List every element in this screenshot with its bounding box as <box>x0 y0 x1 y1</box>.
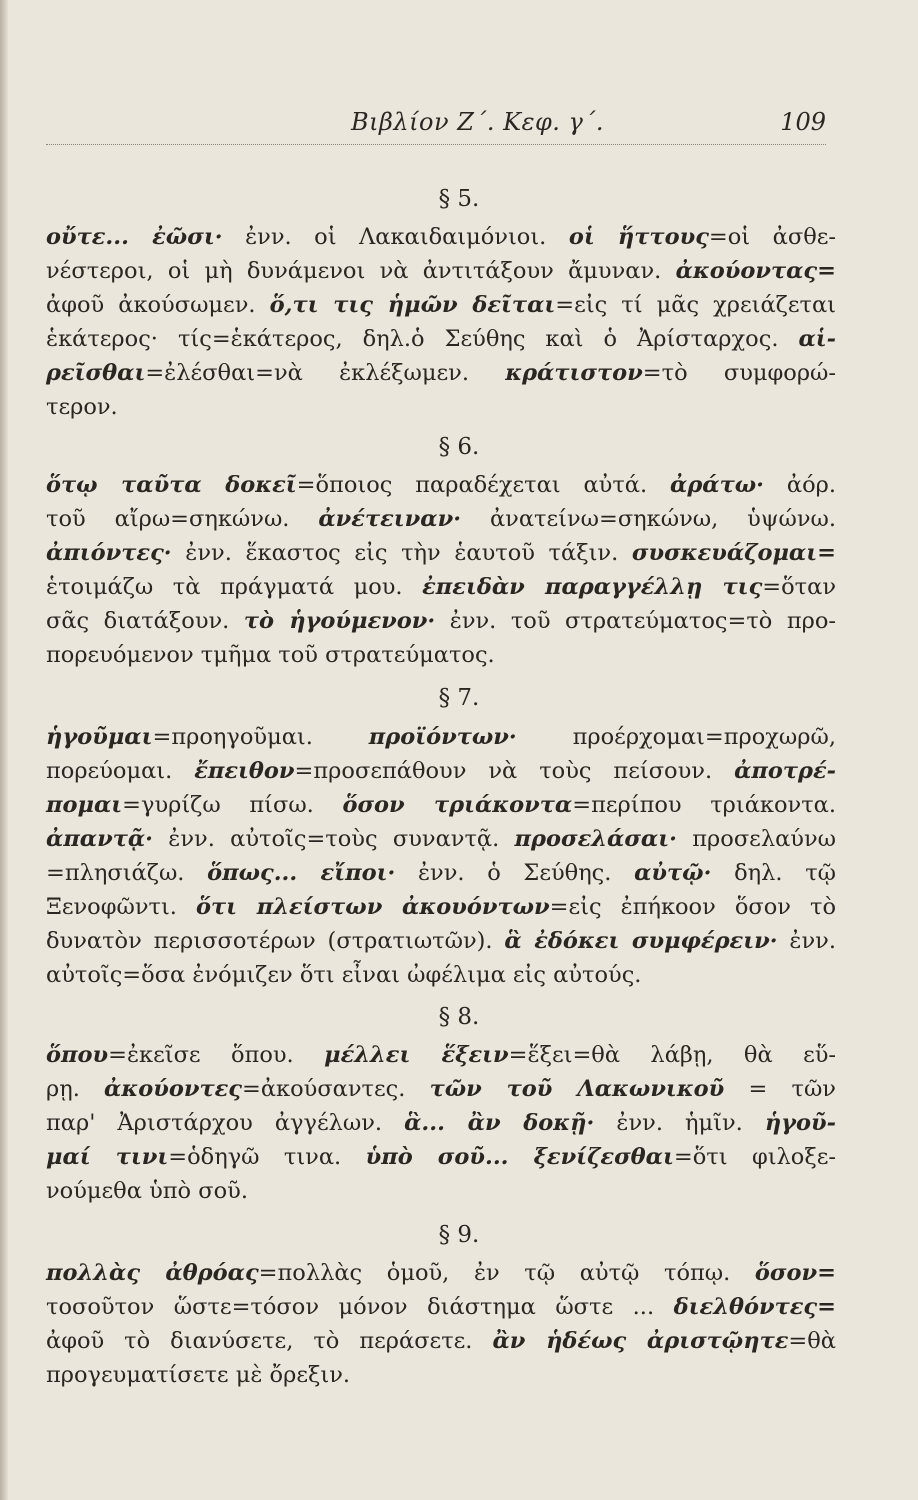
lemma: ὅπως... εἴποι· <box>207 860 396 886</box>
gloss-text: =περίπου τριάκοντα. <box>572 792 836 818</box>
lemma: πολλὰς ἀθρόας <box>46 1260 259 1286</box>
running-head: Βιβλίον Ζ΄. Κεφ. γ΄. <box>351 108 604 136</box>
gloss-text: =ἐκεῖσε ὅπου. <box>108 1042 325 1068</box>
text-line <box>46 958 836 992</box>
text-line <box>46 254 836 288</box>
gloss-text: ἐνν. <box>777 928 836 954</box>
lemma: ἐπειδὰν παραγγέλλῃ τις <box>422 574 763 600</box>
text-line <box>46 890 836 924</box>
section-heading-9: § 9. <box>438 1222 480 1248</box>
gloss-text: =οἱ ἀσθε- <box>708 224 837 250</box>
gloss-text: ἀφοῦ ἀκούσωμεν. <box>46 292 270 318</box>
lemma: ὅ,τι τις ἡμῶν δεῖται <box>269 292 556 318</box>
lemma: κράτιστον <box>505 360 643 386</box>
lemma: μέλλει ἕξειν <box>324 1042 509 1068</box>
gloss-text: =εἰς τί μᾶς χρειάζεται <box>555 292 836 318</box>
lemma: οὔτε... ἐῶσι· <box>46 224 223 250</box>
lemma: τὸ ἡγούμενον· <box>243 608 436 634</box>
text-line <box>46 322 836 356</box>
gloss-text: προγευματίσετε μὲ ὄρεξιν. <box>46 1362 351 1388</box>
text-line <box>46 638 836 672</box>
section-heading-6: § 6. <box>438 434 480 460</box>
gloss-text: ἑκάτερος· τίς=ἑκάτερος, δηλ.ὁ Σεύθης καὶ ὁ Ἀρίσταρχος. <box>46 326 799 352</box>
gloss-text: =ἀκούσαντες. <box>241 1076 430 1102</box>
gloss-text: =πλησιάζω. <box>46 860 208 886</box>
lemma: συσκευάζομαι= <box>631 540 836 566</box>
text-line <box>46 822 836 856</box>
lemma: ἀπιόντες· <box>46 540 172 566</box>
text-line <box>46 288 836 322</box>
gloss-text: τοσοῦτον ὥστε=τόσον μόνον διάστημα ὥστε ... <box>46 1294 674 1320</box>
text-line <box>46 604 836 638</box>
gloss-text: =θὰ <box>788 1328 836 1354</box>
text-line <box>46 788 836 822</box>
lemma: ἀράτω· <box>670 472 765 498</box>
text-line <box>46 502 836 536</box>
gloss-text: προσελαύνω <box>676 826 836 852</box>
gloss-text: παρ' Ἀριστάρχου ἀγγέλων. <box>46 1110 405 1136</box>
gloss-text: αὐτοῖς=ὅσα ἐνόμιζεν ὅτι εἶναι ὠφέλιμα εἰς αὐτούς. <box>46 962 642 988</box>
text-line <box>46 220 836 254</box>
lemma: ὅτῳ ταῦτα δοκεῖ <box>46 472 297 498</box>
lemma: ἀνέτειναν· <box>318 506 462 532</box>
gloss-text: =εἰς ἐπήκοον ὅσον τὸ <box>549 894 836 920</box>
section-heading-8: § 8. <box>438 1004 480 1030</box>
lemma: ἀκούοντες <box>104 1076 242 1102</box>
text-line <box>46 390 836 424</box>
text-line <box>46 570 836 604</box>
gloss-text: =ὁδηγῶ τινα. <box>168 1144 366 1170</box>
text-line <box>46 754 836 788</box>
page-edge-shadow <box>0 0 8 1500</box>
gloss-text: =προσεπάθουν νὰ τοὺς πείσουν. <box>294 758 735 784</box>
gloss-text: δυνατὸν περισσοτέρων (στρατιωτῶν). <box>46 928 505 954</box>
page-number: 109 <box>780 108 826 136</box>
lemma: ἀπαντᾷ· <box>46 826 153 852</box>
text-line <box>46 1072 836 1106</box>
gloss-text: =ὅταν <box>762 574 836 600</box>
lemma: ἔπειθον <box>194 758 295 784</box>
lemma: ὅσον τριάκοντα <box>342 792 573 818</box>
gloss-text: =ὅποιος παραδέχεται αὐτά. <box>296 472 671 498</box>
gloss-text: ἐνν. ἕκαστος εἰς τὴν ἑαυτοῦ τάξιν. <box>171 540 632 566</box>
lemma: ὅτι πλείστων ἀκουόντων <box>195 894 550 920</box>
text-line <box>46 1140 836 1174</box>
gloss-text: πορεύομαι. <box>46 758 195 784</box>
lemma: αἱ- <box>798 326 836 352</box>
section-heading-7: § 7. <box>438 685 480 711</box>
lemma: ἃ ἐδόκει συμφέρειν· <box>504 928 778 954</box>
section-heading-5: § 5. <box>438 186 480 212</box>
text-line <box>46 1174 836 1208</box>
gloss-text: =ἐλέσθαι=νὰ ἐκλέξωμεν. <box>145 360 506 386</box>
gloss-text: τερον. <box>46 394 118 420</box>
gloss-text: ἐνν. τοῦ στρατεύματος=τὸ προ- <box>435 608 836 634</box>
lemma: οἱ ἥττους <box>568 224 709 250</box>
lemma: ἡγοῦ- <box>764 1110 836 1136</box>
gloss-text: =γυρίζω πίσω. <box>122 792 343 818</box>
lemma: ὅπου <box>46 1042 109 1068</box>
gloss-text: = τῶν <box>724 1076 836 1102</box>
text-line <box>46 1290 836 1324</box>
text-line <box>46 536 836 570</box>
lemma: ἂν ἡδέως ἀριστῷητε <box>492 1328 789 1354</box>
gloss-text: =ἕξει=θὰ λάβῃ, θὰ εὕ- <box>508 1042 837 1068</box>
lemma: τῶν τοῦ Λακωνικοῦ <box>429 1076 725 1102</box>
gloss-text: ἐνν. ἡμῖν. <box>594 1110 765 1136</box>
page-header <box>46 104 826 145</box>
text-line <box>46 1324 836 1358</box>
gloss-text: δηλ. τῷ <box>711 860 836 886</box>
lemma: ὅσον= <box>754 1260 836 1286</box>
gloss-text: =πολλὰς ὁμοῦ, ἐν τῷ αὐτῷ τόπῳ. <box>258 1260 755 1286</box>
gloss-text: νούμεθα ὑπὸ σοῦ. <box>46 1178 248 1204</box>
lemma: μαί τινι <box>46 1144 169 1170</box>
lemma: ἡγοῦμαι <box>46 724 153 750</box>
lemma: ὑπὸ σοῦ... ξενίζεσθαι <box>365 1144 674 1170</box>
gloss-text: προέρχομαι=προχωρῶ, <box>516 724 836 750</box>
gloss-text: τοῦ αἴρω=σηκώνω. <box>46 506 319 532</box>
lemma: ἃ... ἂν δοκῇ· <box>404 1110 595 1136</box>
gloss-text: πορευόμενον τμῆμα τοῦ στρατεύματος. <box>46 642 495 668</box>
lemma: ρεῖσθαι <box>46 360 146 386</box>
lemma: διελθόντες= <box>673 1294 836 1320</box>
gloss-text: =προηγοῦμαι. <box>152 724 369 750</box>
gloss-text: νέστεροι, οἱ μὴ δυνάμενοι νὰ ἀντιτάξουν ἄμυναν. <box>46 258 676 284</box>
gloss-text: ἐνν. οἱ Λακαιδαιμόνιοι. <box>222 224 569 250</box>
gloss-text: ἀφοῦ τὸ διανύσετε, τὸ περάσετε. <box>46 1328 493 1354</box>
text-line <box>46 1038 836 1072</box>
text-line <box>46 468 836 502</box>
gloss-text: =τὸ συμφορώ- <box>642 360 837 386</box>
text-line <box>46 1256 836 1290</box>
text-line <box>46 720 836 754</box>
gloss-text: ἀνατείνω=σηκώνω, ὑψώνω. <box>461 506 836 532</box>
text-line <box>46 856 836 890</box>
text-line <box>46 924 836 958</box>
gloss-text: σᾶς διατάξουν. <box>46 608 244 634</box>
gloss-text: Ξενοφῶντι. <box>46 894 196 920</box>
gloss-text: ἀόρ. <box>764 472 837 498</box>
lemma: προϊόντων· <box>368 724 517 750</box>
text-line <box>46 356 836 390</box>
gloss-text: ρῃ. <box>46 1076 105 1102</box>
text-line <box>46 1358 836 1392</box>
gloss-text: ἑτοιμάζω τὰ πράγματά μου. <box>46 574 423 600</box>
lemma: ἀποτρέ- <box>734 758 836 784</box>
lemma: αὐτῷ· <box>634 860 712 886</box>
gloss-text: ἐνν. αὐτοῖς=τοὺς συναντᾷ. <box>153 826 515 852</box>
text-line <box>46 1106 836 1140</box>
lemma: ἀκούοντας= <box>675 258 836 284</box>
gloss-text: =ὅτι φιλοξε- <box>673 1144 836 1170</box>
lemma: προσελάσαι· <box>514 826 677 852</box>
lemma: πομαι <box>46 792 123 818</box>
gloss-text: ἐνν. ὁ Σεύθης. <box>395 860 635 886</box>
